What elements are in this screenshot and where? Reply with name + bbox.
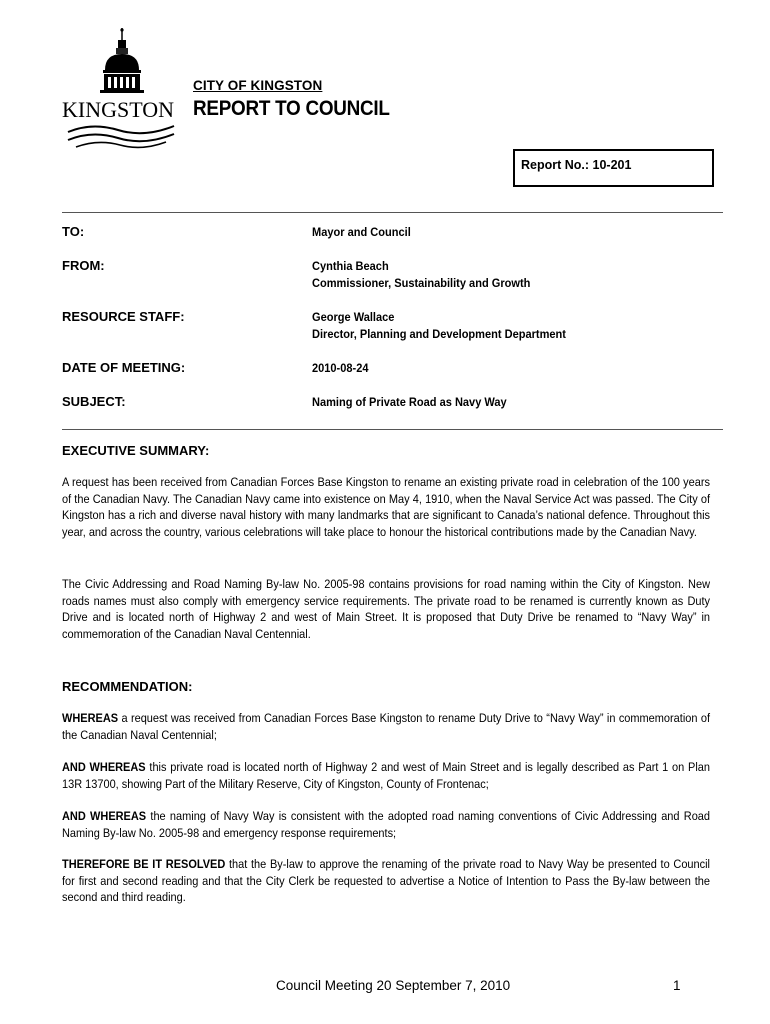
page-number: 1 xyxy=(673,978,681,993)
report-number-box xyxy=(513,149,714,187)
clause-body: that the By-law to approve the renaming of the private road to Navy Way be presented to Council for first and second reading and that the City Clerk be requested to advertise a Notice of Intention to Pass the By-law between the second and third reading. xyxy=(62,857,710,904)
resource-staff-label: RESOURCE STAFF: xyxy=(62,309,185,324)
clause-text xyxy=(62,710,710,743)
from-title: Commissioner, Sustainability and Growth xyxy=(312,276,531,290)
clause-lead: WHEREAS xyxy=(62,711,119,725)
report-title: REPORT TO COUNCIL xyxy=(193,97,390,120)
to-value xyxy=(312,224,411,241)
resource-staff-name: George Wallace xyxy=(312,310,395,324)
clause-text xyxy=(62,759,710,792)
clause-body: the naming of Navy Way is consistent with the adopted road naming conventions of Civic Addressing and Road Naming By-law No. 2005-98 and emergency response requirements; xyxy=(62,809,710,840)
date-value-line: 2010-08-24 xyxy=(312,361,369,375)
clause-lead: THEREFORE BE IT RESOLVED xyxy=(62,857,226,871)
resource-staff-title: Director, Planning and Development Department xyxy=(312,327,566,341)
footer-meeting: Council Meeting 20 September 7, 2010 xyxy=(276,978,511,993)
recommendation-clause xyxy=(62,856,770,906)
from-name: Cynthia Beach xyxy=(312,259,389,273)
executive-summary-paragraph xyxy=(62,474,770,540)
city-hall-dome-icon xyxy=(62,26,182,154)
from-label: FROM: xyxy=(62,258,105,273)
clause-text xyxy=(62,856,710,906)
clause-lead: AND WHEREAS xyxy=(62,809,147,823)
recommendation-heading: RECOMMENDATION: xyxy=(62,679,193,694)
clause-body: a request was received from Canadian Forces Base Kingston to rename Duty Drive to “Navy Way” in commemoration of the Canadian Naval Centennial; xyxy=(62,711,710,742)
divider xyxy=(62,212,723,213)
to-value-line: Mayor and Council xyxy=(312,225,411,239)
resource-staff-value xyxy=(312,309,566,343)
date-of-meeting-value xyxy=(312,360,368,377)
city-name: CITY OF KINGSTON xyxy=(193,78,323,93)
paragraph-text: A request has been received from Canadian Forces Base Kingston to rename an existing private road in celebration of the 100 years of the Canadian Navy. The Canadian Navy came into existence on May 4, 1910, when the Naval Service Act was passed. The City of Kingston has a rich and diverse naval history with many landmarks that are significant to Canada’s national defence. Throughout this year, and across the country, various celebrations will take place to honour the historical contributions made by the Canadian Navy. xyxy=(62,475,710,539)
clause-lead: AND WHEREAS xyxy=(62,760,146,774)
recommendation-clause xyxy=(62,808,770,841)
clause-text xyxy=(62,808,710,841)
clause-body: this private road is located north of Highway 2 and west of Main Street and is legally described as Part 1 on Plan 13R 13700, showing Part of the Military Reserve, City of Kingston, County of Frontenac; xyxy=(62,760,711,791)
subject-value-line: Naming of Private Road as Navy Way xyxy=(312,395,507,409)
paragraph-text: The Civic Addressing and Road Naming By-law No. 2005-98 contains provisions for road naming within the City of Kingston. New roads names must also comply with emergency service requirements. The private road to be renamed is currently known as Duty Drive and is located north of Highway 2 and west of Main Street. It is proposed that Duty Drive be renamed to “Navy Way” in commemoration of the Canadian Naval Centennial. xyxy=(62,577,710,641)
divider xyxy=(62,429,723,430)
recommendation-clause xyxy=(62,759,770,792)
city-of-kingston-logo xyxy=(62,26,182,154)
date-of-meeting-label: DATE OF MEETING: xyxy=(62,360,186,375)
subject-value xyxy=(312,394,507,411)
to-label: TO: xyxy=(62,224,85,239)
recommendation-clause xyxy=(62,710,770,743)
from-value xyxy=(312,258,530,292)
report-number: Report No.: 10-201 xyxy=(521,158,632,172)
executive-summary-paragraph xyxy=(62,576,770,642)
subject-label: SUBJECT: xyxy=(62,394,126,409)
executive-summary-heading: EXECUTIVE SUMMARY: xyxy=(62,443,210,458)
logo-wordmark: KINGSTON xyxy=(62,97,175,122)
